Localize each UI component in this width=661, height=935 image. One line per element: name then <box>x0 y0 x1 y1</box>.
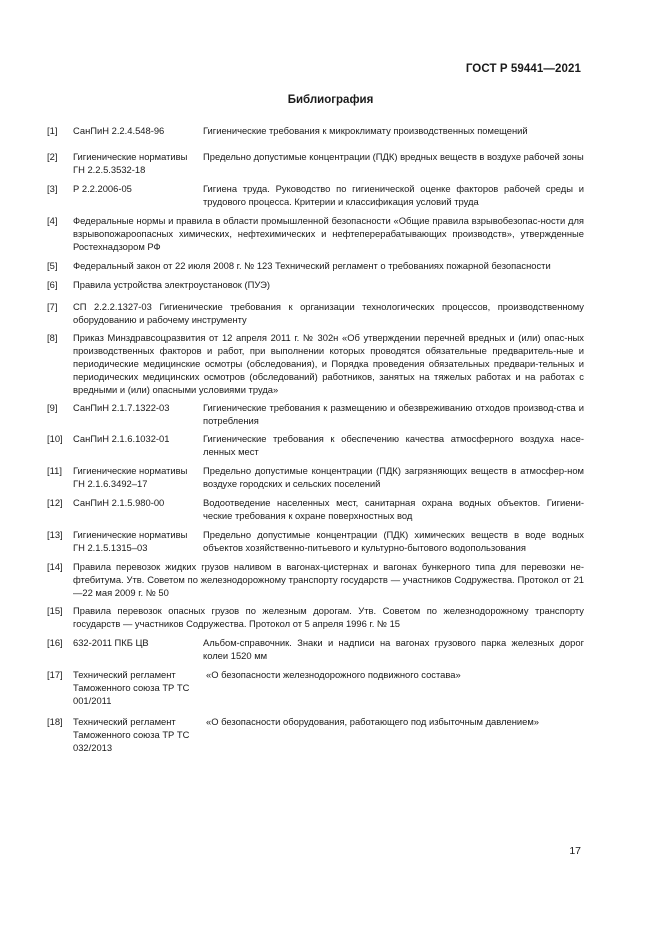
entry-number: [9] <box>47 402 58 413</box>
entry-code: СанПиН 2.1.7.1322-03 <box>73 402 170 413</box>
entry-number: [8] <box>47 332 58 343</box>
page-title: Библиография <box>287 94 374 106</box>
entry-number: [15] <box>47 605 63 616</box>
bibliography-entry-17 <box>47 668 584 715</box>
bibliography-entry-9 <box>47 401 584 432</box>
entry-text: Гигиенические требования к размещению и обезвреживанию отходов производ-ства и потребления <box>203 402 584 426</box>
entry-code: СанПиН 2.1.5.980-00 <box>73 497 165 508</box>
bibliography-entry-13 <box>47 528 584 560</box>
entry-text: Правила перевозок опасных грузов по железным дорогам. Утв. Советом по железнодорожному транспорту государств — участников Содружества. Протокол от 5 апреля 1996 г. № 15 <box>73 605 584 629</box>
bibliography-entry-18 <box>47 715 584 755</box>
entry-number: [13] <box>47 529 63 540</box>
entry-code: Гигиенические нормативы ГН 2.1.6.3492–17 <box>73 465 188 489</box>
entry-number: [17] <box>47 669 63 680</box>
bibliography-entry-4 <box>47 214 584 259</box>
entry-code: Р 2.2.2006-05 <box>73 183 132 194</box>
entry-text: «О безопасности оборудования, работающего под избыточным давлением» <box>206 716 539 727</box>
entry-text: Правила устройства электроустановок (ПУЭ) <box>73 279 270 290</box>
entry-number: [4] <box>47 215 58 226</box>
entry-number: [18] <box>47 716 63 727</box>
bibliography-entry-5 <box>47 259 584 278</box>
page-number: 17 <box>569 845 581 857</box>
entry-text: Гигиенические требования к микроклимату производственных помещений <box>203 125 528 136</box>
entry-code: Технический регламент Таможенного союза ТР ТС 001/2011 <box>73 669 190 706</box>
entry-text: Федеральные нормы и правила в области промышленной безопасности «Общие правила взрывобезопас-ности для взрывопожароопасных химических, нефтехимических и нефтеперерабатывающих производств», утвержденные Ростехнадзором РФ <box>73 215 584 252</box>
bibliography-entry-14 <box>47 560 584 604</box>
entry-code: 632-2011 ПКБ ЦВ <box>73 637 149 648</box>
bibliography-entry-15 <box>47 604 584 636</box>
entry-text: Приказ Минздравсоцразвития от 12 апреля 2011 г. № 302н «Об утверждении перечней вредных и (или) опас-ных производственных факторов и работ, при выполнении которых проводятся обязательные предваритель-ные и периодические медицинские осмотры (обследования), и Порядка проведения обязательных предвари-тельных и периодических медицинских осмотров (обследований) работников, занятых на тяжелых работах и на работах с вредными и (или) опасными условиями труда» <box>73 332 584 395</box>
entry-text: Правила перевозок жидких грузов наливом в вагонах-цистернах и вагонах бункерного типа для перевозки не-фтебитума. Утв. Советом по железнодорожному транспорту государств — участников Содружества. Протокол от 21—22 мая 2009 г. № 50 <box>73 561 584 598</box>
bibliography-entry-8 <box>47 331 584 401</box>
entry-text: Альбом-справочник. Знаки и надписи на вагонах грузового парка железных дорог колеи 1520 мм <box>203 637 584 661</box>
bibliography-entry-7 <box>47 300 584 331</box>
entry-text: Предельно допустимые концентрации (ПДК) химических веществ в воде водных объектов хозяйственно-питьевого и культурно-бытового водопользования <box>203 529 584 553</box>
entry-code: СанПиН 2.1.6.1032-01 <box>73 433 170 444</box>
entry-number: [10] <box>47 433 63 444</box>
bibliography-entry-11 <box>47 464 584 496</box>
entry-text: «О безопасности железнодорожного подвижного состава» <box>206 669 461 680</box>
entry-code: Гигиенические нормативы ГН 2.2.5.3532-18 <box>73 151 188 175</box>
bibliography-entry-1 <box>47 124 584 150</box>
entry-text: Предельно допустимые концентрации (ПДК) загрязняющих веществ в атмосфер-ном воздухе городских и сельских поселений <box>203 465 584 489</box>
entry-text: Предельно допустимые концентрации (ПДК) вредных веществ в воздухе рабочей зоны <box>203 151 584 162</box>
bibliography-entry-6 <box>47 278 584 300</box>
entry-code: Гигиенические нормативы ГН 2.1.5.1315–03 <box>73 529 188 553</box>
bibliography-entry-12 <box>47 496 584 528</box>
entry-number: [6] <box>47 279 58 290</box>
entry-number: [2] <box>47 151 58 162</box>
entry-text: СП 2.2.2.1327-03 Гигиенические требования к организации технологических процессов, производственному оборудованию и рабочему инструменту <box>73 301 584 325</box>
entry-number: [14] <box>47 561 63 572</box>
entry-number: [11] <box>47 465 62 476</box>
bibliography-entry-3 <box>47 182 584 214</box>
entry-text: Гигиенические требования к обеспечению качества атмосферного воздуха насе-ленных мест <box>203 433 584 457</box>
entry-number: [3] <box>47 183 58 194</box>
entry-number: [7] <box>47 301 58 312</box>
entry-text: Гигиена труда. Руководство по гигиенической оценке факторов рабочей среды и трудового процесса. Критерии и классификация условий труда <box>203 183 584 207</box>
standard-code: ГОСТ Р 59441—2021 <box>465 63 581 75</box>
bibliography-entry-2 <box>47 150 584 182</box>
bibliography-entry-10 <box>47 432 584 464</box>
entry-number: [16] <box>47 637 63 648</box>
entry-code: Технический регламент Таможенного союза ТР ТС 032/2013 <box>73 716 190 753</box>
entry-text: Федеральный закон от 22 июля 2008 г. № 123 Технический регламент о требованиях пожарной безопасности <box>73 260 551 271</box>
entry-number: [12] <box>47 497 63 508</box>
entry-code: СанПиН 2.2.4.548-96 <box>73 125 165 136</box>
entry-text: Водоотведение населенных мест, санитарная охрана водных объектов. Гигиени-ческие требования к охране поверхностных вод <box>203 497 584 521</box>
entry-number: [1] <box>47 125 58 136</box>
bibliography-list <box>47 124 584 755</box>
entry-number: [5] <box>47 260 58 271</box>
bibliography-entry-16 <box>47 636 584 668</box>
